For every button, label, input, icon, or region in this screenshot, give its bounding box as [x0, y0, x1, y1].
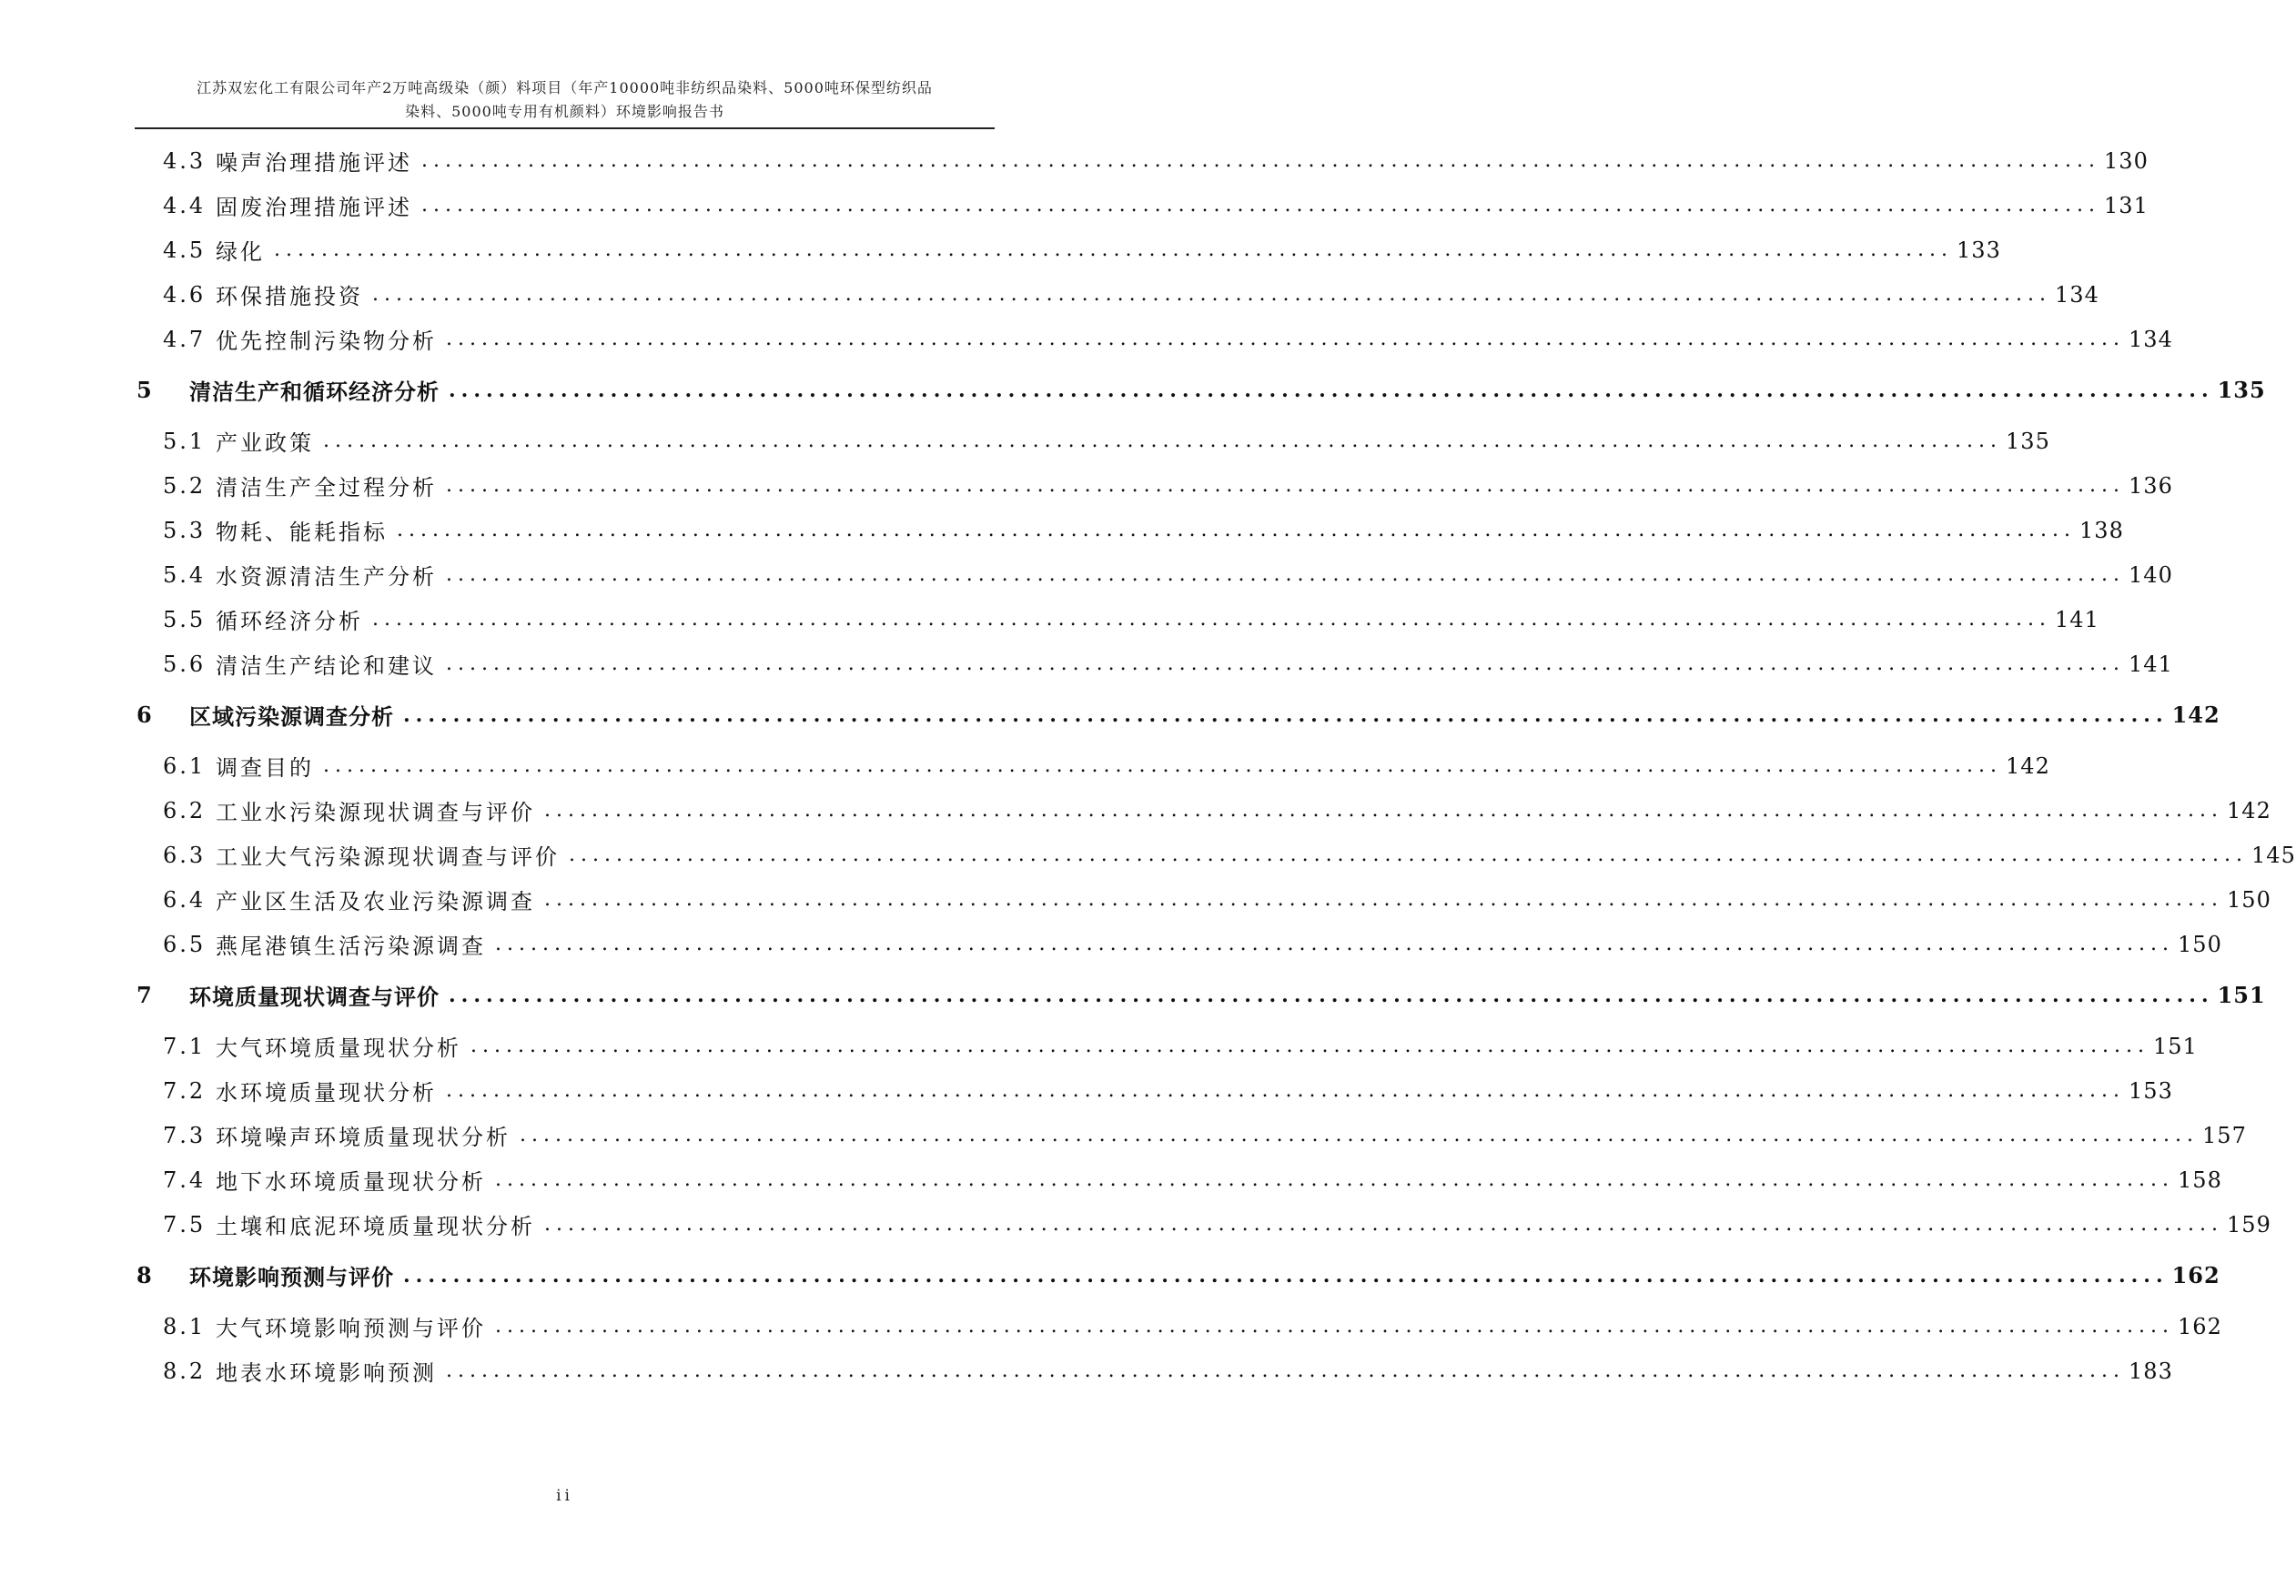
toc-entry-page: 162: [2178, 1313, 2222, 1339]
toc-entry-page: 135: [2006, 428, 2050, 454]
toc-entry-page: 183: [2129, 1358, 2173, 1384]
toc-section-entry[interactable]: [137, 552, 2173, 597]
toc-dot-leader: ..............................................................................................................................................: [372, 283, 2052, 306]
toc-entry-title: 产业政策: [216, 430, 314, 456]
toc-section-entry[interactable]: [137, 1113, 2247, 1157]
toc-entry-title: 水资源清洁生产分析: [216, 564, 437, 590]
toc-entry-title: 清洁生产结论和建议: [216, 653, 437, 679]
toc-section-entry[interactable]: [137, 922, 2222, 966]
table-of-contents: [137, 138, 2296, 1393]
toc-dot-leader: ..............................................................................................................................................: [446, 328, 2126, 350]
toc-entry-number: 7.2: [163, 1077, 207, 1104]
toc-dot-leader: ..............................................................................................................................................: [520, 1124, 2200, 1146]
toc-entry-page: 153: [2129, 1077, 2173, 1104]
toc-entry-number: 7.3: [163, 1122, 207, 1148]
toc-entry-title: 环保措施投资: [216, 284, 363, 309]
toc-entry-title: 调查目的: [216, 755, 314, 781]
toc-section-entry[interactable]: [137, 743, 2050, 788]
toc-entry-page: 142: [2006, 753, 2050, 779]
toc-entry-page: 134: [2129, 326, 2173, 352]
header-rule: [135, 127, 995, 129]
toc-entry-title: 产业区生活及农业污染源调查: [216, 889, 535, 914]
toc-entry-page: 134: [2055, 281, 2099, 308]
toc-section-entry[interactable]: [137, 788, 2271, 833]
toc-dot-leader: ..............................................................................................................................................: [544, 1213, 2224, 1236]
toc-dot-leader: ..............................................................................................................................................: [323, 429, 2003, 452]
toc-section-entry[interactable]: [137, 317, 2173, 361]
toc-entry-title: 大气环境影响预测与评价: [216, 1316, 486, 1341]
toc-section-entry[interactable]: [137, 463, 2173, 508]
toc-entry-title: 优先控制污染物分析: [216, 328, 437, 354]
toc-entry-number: 6.2: [163, 797, 207, 823]
toc-entry-page: 141: [2129, 651, 2173, 677]
toc-section-entry[interactable]: [137, 419, 2050, 463]
toc-entry-page: 157: [2202, 1122, 2247, 1148]
toc-section-entry[interactable]: [137, 183, 2149, 227]
toc-entry-number: 6.1: [163, 753, 207, 779]
toc-entry-number: 8.2: [163, 1358, 207, 1384]
toc-entry-number: 5.1: [163, 428, 207, 454]
toc-entry-title: 清洁生产和循环经济分析: [189, 379, 440, 405]
toc-entry-number: 8: [137, 1262, 153, 1288]
toc-section-entry[interactable]: [137, 1304, 2222, 1349]
toc-dot-leader: ..............................................................................................................................................: [446, 1079, 2126, 1102]
toc-entry-title: 噪声治理措施评述: [216, 150, 412, 176]
toc-entry-number: 8.1: [163, 1313, 207, 1339]
toc-entry-title: 循环经济分析: [216, 609, 363, 634]
toc-dot-leader: ..............................................................................................................................................: [470, 1035, 2150, 1057]
toc-section-entry[interactable]: [137, 1024, 2198, 1068]
toc-entry-number: 4.3: [163, 147, 207, 174]
toc-dot-leader: ..............................................................................................................................................: [449, 378, 2214, 402]
toc-entry-page: 136: [2129, 472, 2173, 499]
toc-entry-page: 138: [2079, 517, 2124, 543]
toc-dot-leader: ..............................................................................................................................................: [446, 563, 2126, 586]
toc-entry-page: 151: [2217, 982, 2266, 1008]
toc-dot-leader: ..............................................................................................................................................: [372, 608, 2052, 631]
toc-section-entry[interactable]: [137, 877, 2271, 922]
toc-dot-leader: ..............................................................................................................................................: [544, 888, 2224, 911]
toc-dot-leader: ..............................................................................................................................................: [274, 238, 1954, 261]
toc-entry-page: 142: [2227, 797, 2271, 823]
toc-dot-leader: ..............................................................................................................................................: [323, 754, 2003, 777]
toc-entry-page: 130: [2104, 147, 2149, 174]
toc-entry-title: 环境影响预测与评价: [189, 1264, 394, 1290]
page-number: ii: [556, 1487, 573, 1505]
toc-entry-number: 5.5: [163, 606, 207, 632]
toc-entry-page: 135: [2217, 377, 2266, 403]
toc-entry-page: 131: [2104, 192, 2149, 218]
toc-entry-page: 141: [2055, 606, 2099, 632]
toc-entry-title: 环境噪声环境质量现状分析: [216, 1125, 511, 1150]
toc-entry-number: 5: [137, 377, 153, 403]
toc-entry-page: 142: [2171, 702, 2220, 728]
toc-entry-number: 6.5: [163, 931, 207, 957]
toc-entry-title: 绿化: [216, 239, 265, 265]
toc-chapter-entry[interactable]: [137, 361, 2266, 419]
toc-dot-leader: ..............................................................................................................................................: [495, 1168, 2175, 1191]
toc-dot-leader: ..............................................................................................................................................: [421, 194, 2101, 217]
toc-section-entry[interactable]: [137, 508, 2124, 552]
toc-section-entry[interactable]: [137, 1157, 2222, 1202]
toc-entry-title: 水环境质量现状分析: [216, 1080, 437, 1106]
toc-dot-leader: ..............................................................................................................................................: [446, 474, 2126, 497]
toc-entry-number: 5.3: [163, 517, 207, 543]
toc-dot-leader: ..............................................................................................................................................: [421, 149, 2101, 172]
toc-entry-number: 6: [137, 702, 153, 728]
toc-section-entry[interactable]: [137, 833, 2296, 877]
toc-entry-title: 固废治理措施评述: [216, 195, 412, 220]
toc-entry-number: 5.6: [163, 651, 207, 677]
page-header: [137, 76, 993, 124]
toc-entry-page: 159: [2227, 1211, 2271, 1237]
toc-section-entry[interactable]: [137, 1202, 2271, 1247]
toc-entry-title: 环境质量现状调查与评价: [189, 984, 440, 1010]
toc-entry-page: 151: [2153, 1033, 2198, 1059]
toc-entry-number: 7.4: [163, 1167, 207, 1193]
toc-entry-number: 4.7: [163, 326, 207, 352]
toc-entry-title: 地表水环境影响预测: [216, 1360, 437, 1386]
toc-section-entry[interactable]: [137, 138, 2149, 183]
toc-entry-page: 158: [2178, 1167, 2222, 1193]
toc-entry-page: 145: [2251, 842, 2296, 868]
toc-dot-leader: ..............................................................................................................................................: [446, 1359, 2126, 1382]
toc-section-entry[interactable]: [137, 1349, 2173, 1393]
toc-section-entry[interactable]: [137, 227, 2001, 272]
toc-entry-title: 物耗、能耗指标: [216, 520, 388, 545]
toc-section-entry[interactable]: [137, 641, 2173, 686]
toc-section-entry[interactable]: [137, 272, 2099, 317]
toc-entry-title: 区域污染源调查分析: [189, 703, 394, 730]
toc-dot-leader: ..............................................................................................................................................: [569, 843, 2249, 866]
toc-entry-number: 5.2: [163, 472, 207, 499]
toc-entry-number: 7.5: [163, 1211, 207, 1237]
toc-entry-title: 燕尾港镇生活污染源调查: [216, 934, 486, 959]
toc-entry-number: 5.4: [163, 561, 207, 588]
toc-entry-page: 162: [2171, 1262, 2220, 1288]
toc-entry-title: 工业水污染源现状调查与评价: [216, 800, 535, 825]
toc-entry-number: 7: [137, 982, 153, 1008]
toc-entry-number: 4.5: [163, 237, 207, 263]
toc-section-entry[interactable]: [137, 597, 2099, 641]
toc-entry-number: 7.1: [163, 1033, 207, 1059]
toc-dot-leader: ..............................................................................................................................................: [495, 933, 2175, 955]
toc-entry-number: 6.3: [163, 842, 207, 868]
toc-entry-page: 150: [2178, 931, 2222, 957]
toc-chapter-entry[interactable]: [137, 686, 2220, 743]
toc-dot-leader: ..............................................................................................................................................: [403, 702, 2169, 727]
toc-entry-page: 150: [2227, 886, 2271, 913]
toc-entry-title: 工业大气污染源现状调查与评价: [216, 844, 560, 870]
header-line-1: 江苏双宏化工有限公司年产2万吨高级染（颜）料项目（年产10000吨非纺织品染料、5000吨环保型纺织品: [197, 79, 933, 96]
toc-dot-leader: ..............................................................................................................................................: [397, 519, 2077, 541]
toc-section-entry[interactable]: [137, 1068, 2173, 1113]
toc-entry-title: 土壤和底泥环境质量现状分析: [216, 1214, 535, 1239]
toc-dot-leader: ..............................................................................................................................................: [449, 983, 2214, 1007]
toc-chapter-entry[interactable]: [137, 966, 2266, 1024]
toc-dot-leader: ..............................................................................................................................................: [495, 1315, 2175, 1338]
toc-entry-number: 4.6: [163, 281, 207, 308]
toc-entry-title: 清洁生产全过程分析: [216, 475, 437, 500]
toc-entry-page: 133: [1957, 237, 2001, 263]
toc-dot-leader: ..............................................................................................................................................: [544, 799, 2224, 822]
toc-entry-number: 4.4: [163, 192, 207, 218]
toc-entry-title: 大气环境质量现状分析: [216, 1035, 461, 1061]
toc-entry-page: 140: [2129, 561, 2173, 588]
toc-dot-leader: ..............................................................................................................................................: [403, 1263, 2169, 1288]
toc-entry-title: 地下水环境质量现状分析: [216, 1169, 486, 1195]
header-line-2: 染料、5000吨专用有机颜料）环境影响报告书: [405, 103, 724, 120]
toc-chapter-entry[interactable]: [137, 1247, 2220, 1304]
toc-entry-number: 6.4: [163, 886, 207, 913]
toc-dot-leader: ..............................................................................................................................................: [446, 652, 2126, 675]
